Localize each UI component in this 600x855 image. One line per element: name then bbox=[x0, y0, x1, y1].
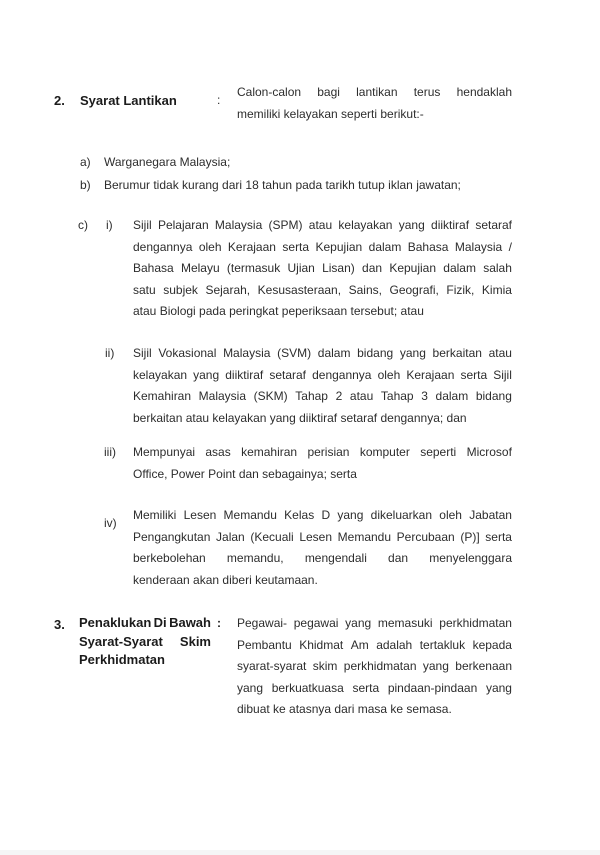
section3-separator: : bbox=[217, 616, 221, 630]
item-a-marker: a) bbox=[80, 155, 91, 169]
section2-body bbox=[237, 82, 512, 125]
item-c-i-line: satu subjek Sejarah, Kesusasteraan, Sains, Geografi, Fizik, Kimia bbox=[133, 282, 512, 297]
item-c-iv-line: Memiliki Lesen Memandu Kelas D yang dikeluarkan oleh Jabatan bbox=[133, 508, 512, 522]
section3-body-line: yang berkuatkuasa serta pindaan-pindaan yang bbox=[237, 680, 512, 695]
section3-body-line: syarat-syarat skim perkhidmatan yang berkenaan bbox=[237, 659, 512, 673]
item-c-i-line: dengannya oleh Kerajaan serta Kepujian dalam Bahasa Malaysia / bbox=[133, 239, 512, 254]
section2-separator: : bbox=[217, 93, 221, 107]
section3-title bbox=[79, 614, 211, 670]
section3-title-line: Perkhidmatan bbox=[79, 652, 165, 667]
item-b-marker: b) bbox=[80, 178, 91, 192]
item-c-iii-marker: iii) bbox=[104, 445, 116, 459]
section2-number: 2. bbox=[54, 93, 65, 108]
item-c-iv-line: berkebolehan memandu, mengendali dan menyelenggara bbox=[133, 551, 512, 565]
section2-title: Syarat Lantikan bbox=[80, 93, 177, 108]
item-b-text: Berumur tidak kurang dari 18 tahun pada tarikh tutup iklan jawatan; bbox=[104, 178, 461, 192]
section2-body-line: Calon-calon bagi lantikan terus hendaklah bbox=[237, 85, 512, 99]
item-c-marker: c) bbox=[78, 218, 88, 232]
section3-body-line: dibuat ke atasnya dari masa ke semasa. bbox=[237, 702, 452, 716]
item-c-iii-body bbox=[133, 442, 512, 485]
section3-body-line: Pegawai- pegawai yang memasuki perkhidmatan bbox=[237, 616, 512, 630]
item-c-i-body bbox=[133, 215, 512, 323]
item-c-ii-line: berkaitan atau kelayakan yang diiktiraf setaraf dengannya; dan bbox=[133, 410, 467, 425]
section3-body bbox=[237, 613, 512, 721]
item-c-iv-line: Pengangkutan Jalan (Kecuali Lesen Memandu Percubaan (P)] serta bbox=[133, 529, 512, 544]
item-c-iii-line: Mempunyai asas kemahiran perisian komputer seperti Microsof bbox=[133, 445, 512, 459]
section3-number: 3. bbox=[54, 617, 65, 632]
item-c-iii-line: Office, Power Point dan sebagainya; serta bbox=[133, 466, 357, 481]
item-c-ii-line: kelayakan yang diiktiraf setaraf dengannya oleh Kerajaan serta Sijil bbox=[133, 367, 512, 382]
item-c-ii-line: Sijil Vokasional Malaysia (SVM) dalam bidang yang berkaitan atau bbox=[133, 346, 512, 360]
section3-title-line: Syarat-Syarat Skim bbox=[79, 633, 211, 649]
page-bottom-edge bbox=[0, 850, 600, 855]
item-c-iv-line: kenderaan akan diberi keutamaan. bbox=[133, 572, 318, 587]
item-c-i-line: Sijil Pelajaran Malaysia (SPM) atau kelayakan yang diiktiraf setaraf bbox=[133, 218, 512, 232]
item-c-ii-body bbox=[133, 343, 512, 429]
item-c-i-line: atau Biologi pada peringkat peperiksaan tersebut; atau bbox=[133, 304, 424, 318]
section3-title-line: Penaklukan Di Bawah bbox=[79, 615, 211, 630]
section2-body-line: memiliki kelayakan seperti berikut:- bbox=[237, 106, 424, 121]
item-c-ii-marker: ii) bbox=[105, 346, 115, 360]
item-a-text: Warganegara Malaysia; bbox=[104, 155, 231, 169]
item-c-i-line: Bahasa Melayu (termasuk Ujian Lisan) dan Kepujian dalam salah bbox=[133, 261, 512, 275]
item-c-iv-marker: iv) bbox=[104, 516, 117, 530]
item-c-ii-line: Kemahiran Malaysia (SKM) Tahap 2 atau Tahap 3 dalam bidang bbox=[133, 389, 512, 403]
item-c-iv-body bbox=[133, 505, 512, 591]
section3-body-line: Pembantu Khidmat Am adalah tertakluk kepada bbox=[237, 637, 512, 652]
item-c-i-marker: i) bbox=[106, 218, 113, 232]
